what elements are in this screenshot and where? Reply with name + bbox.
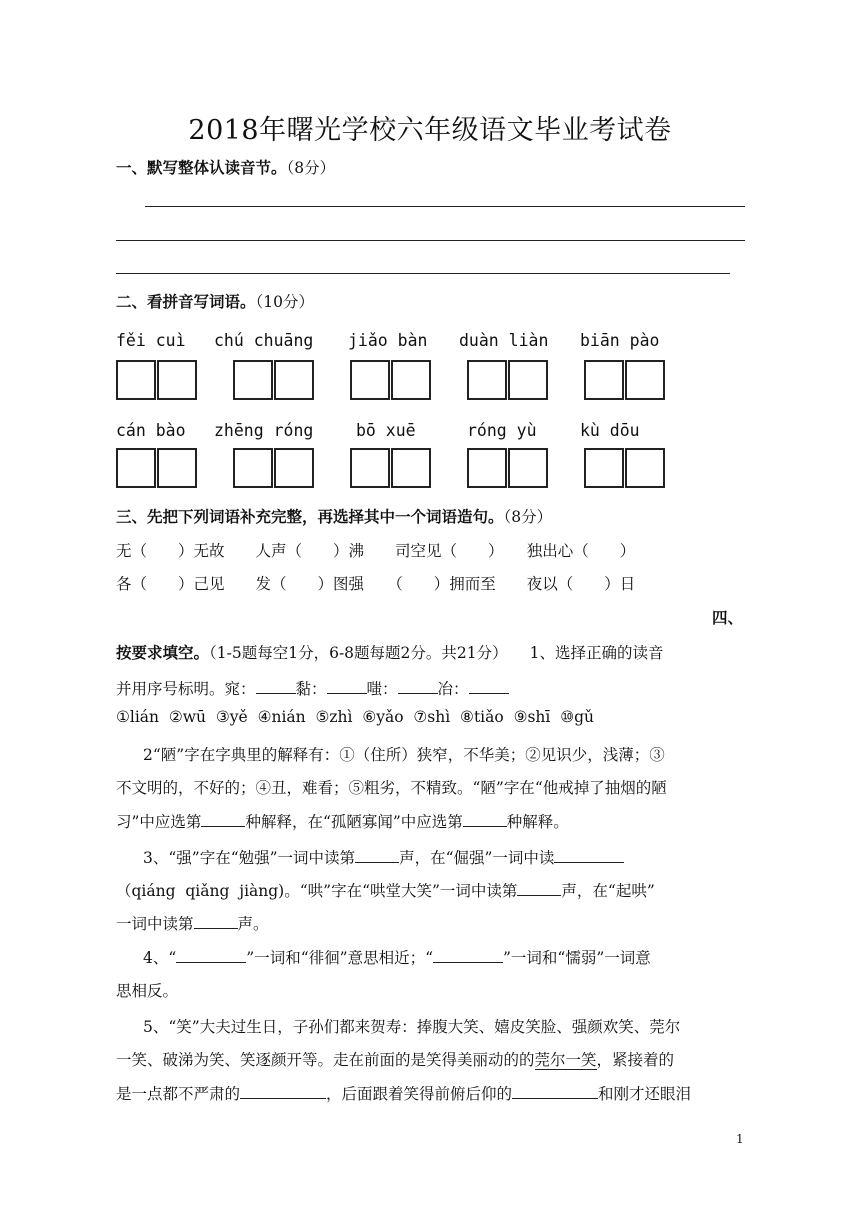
writing-box-pair[interactable] [116,448,198,488]
q4-line-1: 4、“ ”一词和“徘徊”意思相近；“ ”一词和“懦弱”一词意 [143,946,651,968]
writing-box[interactable] [157,360,197,400]
q3-line-3: 一词中读第 声。 [116,912,269,934]
writing-box[interactable] [625,448,665,488]
section-4-number: 四、 [712,608,744,627]
pinyin-label: biān pào [580,331,660,350]
pinyin-label: róng yù [467,421,537,440]
writing-box[interactable] [350,448,390,488]
blank-field[interactable] [469,678,509,695]
blank-field[interactable] [517,880,561,897]
section-2-heading [116,290,314,312]
q5-line-1: 5、“笑”大夫过生日，子孙们都来贺寿：捧腹大笑、嬉皮笑脸、强颜欢笑、莞尔 [143,1018,681,1036]
answer-line[interactable] [145,206,745,207]
pinyin-label: jiǎo bàn [348,331,428,350]
q1-line: 并用序号标明。窕： 黏： 嗤： 冶： [116,677,509,699]
writing-box[interactable] [233,448,273,488]
exam-title: 2018年曙光学校六年级语文毕业考试卷 [188,115,672,146]
section-2-title: 二、看拼音写词语。 [116,292,256,311]
writing-box[interactable] [274,448,314,488]
writing-box[interactable] [116,448,156,488]
writing-box[interactable] [350,360,390,400]
blank-field[interactable] [355,847,399,864]
writing-box-pair[interactable] [467,448,549,488]
section-4-title: 按要求填空。 [116,643,210,662]
blank-field[interactable] [194,913,238,930]
q5-line-2: 一笑、破涕为笑、笑逐颜开等。走在前面的是笑得美丽动的的莞尔一笑，紧接着的 [116,1051,675,1069]
writing-box[interactable] [391,448,431,488]
q2-line-1: 2“陋”字在字典里的解释有：①（住所）狭窄，不华美；②见识少，浅薄；③ [143,746,665,764]
answer-line[interactable] [116,273,730,274]
blank-field[interactable] [256,678,296,695]
section-4-heading [116,641,664,663]
section-3-points: （8分） [503,508,553,526]
q2-line-3: 习”中应选第 种解释，在“孤陋寡闻”中应选第 种解释。 [116,810,569,832]
q5-line-3: 是一点都不严肃的 ，后面跟着笑得前俯后仰的 和刚才还眼泪 [116,1082,691,1104]
blank-field[interactable] [398,678,438,695]
q4-line-2: 思相反。 [116,982,179,1000]
writing-box-pair[interactable] [116,360,198,400]
pinyin-label: duàn liàn [459,331,549,350]
writing-box-pair[interactable] [350,448,432,488]
q1-options: ①lián ②wū ③yě ④nián ⑤zhì ⑥yǎo ⑦shì ⑧tiǎo ⑨shī ⑩gǔ [116,708,595,726]
writing-box[interactable] [274,360,314,400]
q2-line-2: 不文明的，不好的；④丑，难看；⑤粗劣，不精致。“陋”字在“他戒掉了抽烟的陋 [116,779,667,797]
blank-field[interactable] [433,947,503,964]
writing-box[interactable] [233,360,273,400]
writing-box-pair[interactable] [233,360,315,400]
writing-box-pair[interactable] [584,448,666,488]
writing-box[interactable] [157,448,197,488]
writing-box[interactable] [391,360,431,400]
blank-field[interactable] [240,1083,326,1100]
section-4-points: （1-5题每空1分，6-8题每题2分。共21分） [209,644,508,662]
pinyin-label: bō xuē [356,421,416,440]
q3-line-1: 3、“强”字在“勉强”一词中读第 声，在“倔强”一词中读 [143,846,624,868]
section-1-points: （8分） [286,159,336,177]
blank-field[interactable] [463,811,507,828]
q1-intro: 1、选择正确的读音 [529,644,664,662]
section-3-title: 三、先把下列词语补充完整，再选择其中一个词语造句。 [116,507,504,526]
pinyin-label: chú chuāng [214,331,314,350]
writing-box[interactable] [584,448,624,488]
section-1-title: 一、默写整体认读音节。 [116,158,287,177]
section-2-points: （10分） [255,293,314,311]
page-number: 1 [736,1132,744,1146]
blank-field[interactable] [512,1083,598,1100]
q3-line-2: （qiáng qiǎng jiàng)。“哄”字在“哄堂大笑”一词中读第 声，在“起哄” [116,879,655,901]
blank-field[interactable] [327,678,367,695]
pinyin-label: kù dōu [580,421,640,440]
writing-box[interactable] [116,360,156,400]
writing-box[interactable] [467,360,507,400]
writing-box-pair[interactable] [233,448,315,488]
blank-field[interactable] [201,811,245,828]
pinyin-label: zhēng róng [214,421,314,440]
underlined-example: 莞尔一笑 [534,1051,597,1069]
pinyin-label: cán bào [116,421,186,440]
writing-box-pair[interactable] [584,360,666,400]
answer-line[interactable] [116,240,745,241]
blank-field[interactable] [554,847,624,864]
section-3-heading [116,505,552,527]
blank-field[interactable] [176,947,246,964]
writing-box[interactable] [625,360,665,400]
section-1-heading [116,156,335,178]
writing-box[interactable] [584,360,624,400]
writing-box[interactable] [467,448,507,488]
idiom-line-2: 各（ ）己见 发（ ）图强 （ ）拥而至 夜以（ ）日 [116,575,636,593]
idiom-line-1: 无（ ）无故 人声（ ）沸 司空见（ ） 独出心（ ） [116,542,636,560]
pinyin-label: fěi cuì [116,331,186,350]
writing-box-pair[interactable] [350,360,432,400]
writing-box[interactable] [508,448,548,488]
writing-box-pair[interactable] [467,360,549,400]
writing-box[interactable] [508,360,548,400]
